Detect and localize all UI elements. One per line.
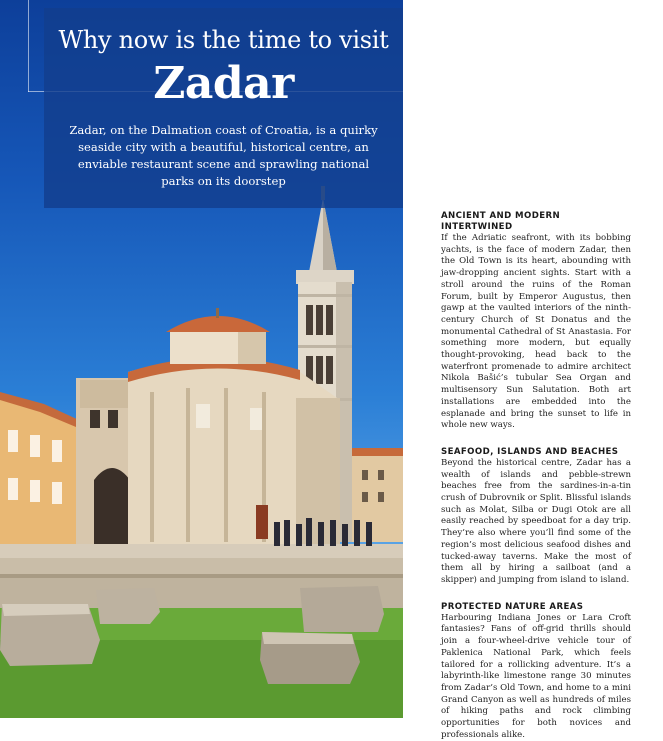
frame-line-vertical bbox=[28, 0, 29, 92]
section-body: If the Adriatic seafront, with its bobbing yachts, is the face of modern Zadar, then the Old Town is its heart, abounding with jaw-dropping ancient sights. Start with a stroll around the ruins of the Roman Forum, built by Emperor Augustus, then gawp at the vaulted interiors of the ninth-century Church of St Donatus and the monumental Cathedral of St Anastasia. For something more modern, but equally thought-provoking, head back to the waterfront promenade to admire architect Nikola Bašić’s tubular Sea Organ and multisensory Sun Salutation. Both art installations are embedded into the esplanade and bring the sunset to life in whole new ways. bbox=[441, 233, 631, 431]
section-body: Beyond the historical centre, Zadar has a wealth of islands and pebble-strewn beaches free from the sardines-in-a-tin crush of Dubrovnik or Split. Blissful islands such as Molat, Silba or Dugi Otok are all easily reached by speedboat for a day trip. They’re also where you’ll find some of the region’s most delicious seafood dishes and tucked-away taverns. Make the most of them all by hiring a sailboat (and a skipper) and jumping from island to island. bbox=[441, 457, 631, 585]
section-nature-areas bbox=[441, 602, 631, 741]
section-body: Harbouring Indiana Jones or Lara Croft fantasies? Fans of off-grid thrills should join a four-wheel-drive vehicle tour of Paklenica National Park, which feels tailored for a rollicking adventure. It’s a labyrinth-like limestone range 30 minutes from Zadar’s Old Town, and home to a mini Grand Canyon as well as hundreds of miles of hiking paths and rock climbing opportunities for both novices and professionals alike. bbox=[441, 612, 631, 740]
section-heading: SEAFOOD, ISLANDS AND BEACHES bbox=[441, 446, 619, 457]
headline-intro: Why now is the time to visit bbox=[58, 26, 389, 54]
article-column bbox=[441, 211, 631, 741]
section-seafood-islands bbox=[441, 447, 631, 587]
standfirst: Zadar, on the Dalmation coast of Croatia, is a quirky seaside city with a beautiful, historical centre, an enviable restaurant scene and sprawling national parks on its doorstep bbox=[69, 123, 378, 188]
section-heading: PROTECTED NATURE AREAS bbox=[441, 601, 584, 612]
headline-city: Zadar bbox=[153, 58, 294, 109]
section-heading: ANCIENT AND MODERN INTERTWINED bbox=[441, 211, 561, 232]
section-ancient-modern bbox=[441, 211, 631, 432]
